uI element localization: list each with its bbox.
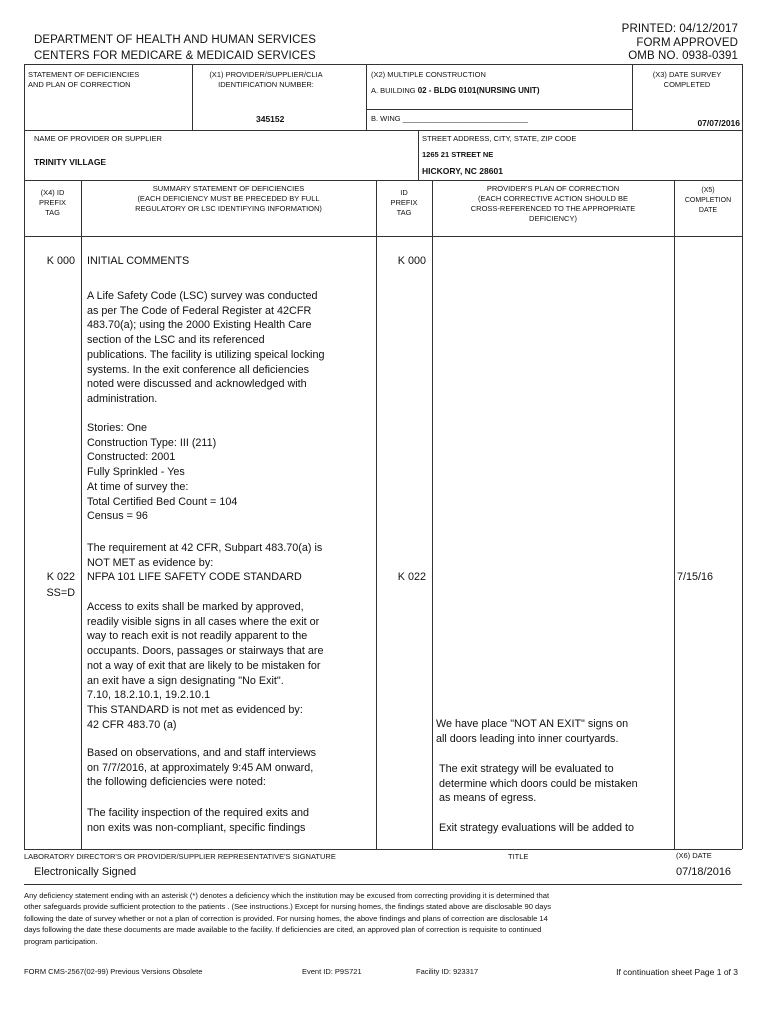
divider <box>418 130 419 180</box>
k000-id-tag: K 000 <box>397 255 426 267</box>
divider <box>742 64 743 849</box>
signature-value: Electronically Signed <box>34 866 137 878</box>
city-state-zip: HICKORY, NC 28601 <box>422 166 503 176</box>
requirement-paragraph: The requirement at 42 CFR, Subpart 483.70(a) is NOT MET as evidence by: <box>87 542 323 569</box>
observations-paragraph: Based on observations, and and staff interviews on 7/7/2016, at approximately 9:45 AM onward, the following deficiencies were noted: <box>87 747 317 789</box>
divider <box>24 884 742 885</box>
printed-date: PRINTED: 04/12/2017 <box>621 23 738 35</box>
building-info-paragraph: Stories: One Construction Type: III (211) Constructed: 2001 Fully Sprinkled - Yes At time of survey the: Total Certified Bed Count = 104 Census = 96 <box>87 422 238 523</box>
plan-signs-paragraph: We have place "NOT AN EXIT" signs on all doors leading into inner courtyards. <box>436 718 629 745</box>
statement-label: STATEMENT OF DEFICIENCIES AND PLAN OF CORRECTION <box>28 70 140 89</box>
plan-strategy-paragraph: The exit strategy will be evaluated to determine which doors could be mistaken as means of egress. <box>439 763 638 805</box>
divider <box>24 236 742 237</box>
divider <box>24 180 742 181</box>
k022-id-tag: K 022 <box>397 571 426 583</box>
omb-number: OMB NO. 0938-0391 <box>628 50 738 62</box>
initial-comments-paragraph: A Life Safety Code (LSC) survey was conducted as per The Code of Federal Register at 42CFR 483.70(a); using the 2000 Existing Health Care section of the LSC and its referenced publications. The facility is utilizing speical locking systems. In the exit conference all deficiencies noted were discussed and acknowledged with administration. <box>87 290 325 405</box>
divider <box>24 849 742 850</box>
k022-title: NFPA 101 LIFE SAFETY CODE STANDARD <box>87 571 302 583</box>
x3-label: (X3) DATE SURVEY COMPLETED <box>652 70 722 89</box>
divider <box>376 180 377 849</box>
k000-prefix-tag: K 000 <box>46 255 75 267</box>
x4-column-header: (X4) ID PREFIX TAG <box>38 188 67 217</box>
divider <box>24 64 25 849</box>
k022-completion-date: 7/15/16 <box>677 571 714 583</box>
divider <box>432 180 433 849</box>
address-label: STREET ADDRESS, CITY, STATE, ZIP CODE <box>422 134 577 143</box>
x6-date-label: (X6) DATE <box>676 851 712 860</box>
summary-column-header: SUMMARY STATEMENT OF DEFICIENCIES (EACH DEFICIENCY MUST BE PRECEDED BY FULL REGULATORY OR LSC IDENTIFYING INFORMATION) <box>135 184 322 213</box>
divider <box>366 64 367 130</box>
disclaimer-text: Any deficiency statement ending with an asterisk (*) denotes a deficiency which the institution may be excused from correcting providing it is determined that other safeguards provide sufficient protection to the patients . (See instructions.) Except for nursing homes, the findings stated above are disclosable 90 days following the date of survey whether or not a plan of correction is provided. For nursing homes, the above findings and plans of correction are disclosable 14 days following the date these documents are made available to the facility. If deficiencies are cited, an approved plan of correction is requisite to continued program participation. <box>24 891 552 946</box>
street-address: 1265 21 STREET NE <box>422 150 494 159</box>
divider <box>24 64 742 65</box>
findings-paragraph: The facility inspection of the required exits and non exits was non-compliant, specific findings <box>87 807 310 834</box>
plan-evaluation-paragraph: Exit strategy evaluations will be added to <box>439 822 635 834</box>
divider <box>366 109 632 110</box>
provider-id-number: 345152 <box>256 114 285 124</box>
divider <box>632 64 633 130</box>
facility-id: Facility ID: 923317 <box>416 967 479 976</box>
signature-label: LABORATORY DIRECTOR'S OR PROVIDER/SUPPLIER REPRESENTATIVE'S SIGNATURE <box>24 852 336 861</box>
form-number: FORM CMS-2567(02-99) Previous Versions Obsolete <box>24 967 203 976</box>
standard-paragraph: Access to exits shall be marked by approved, readily visible signs in all cases where the exit or way to reach exit is not readily apparent to the occupants. Doors, passages or stairways that are not a way of exit that are likely to be mistaken for an exit have a sign designating "No Exit". 7.10, 18.2.10.1, 19.2.10.1 This STANDARD is not met as evidenced by: 42 CFR 483.70 (a) <box>87 601 324 731</box>
x5-column-header: (X5) COMPLETION DATE <box>684 187 732 214</box>
id-column-header: ID PREFIX TAG <box>390 188 418 217</box>
divider <box>674 180 675 849</box>
signature-date: 07/18/2016 <box>676 866 732 878</box>
page-indicator: If continuation sheet Page 1 of 3 <box>616 967 738 977</box>
k022-scope-severity: SS=D <box>46 587 75 599</box>
x1-label: (X1) PROVIDER/SUPPLIER/CLIA IDENTIFICATION NUMBER: <box>209 70 323 89</box>
building-label <box>371 86 539 96</box>
department-title: DEPARTMENT OF HEALTH AND HUMAN SERVICES <box>34 34 317 46</box>
provider-name: TRINITY VILLAGE <box>34 157 107 167</box>
k022-prefix-tag: K 022 <box>46 571 75 583</box>
centers-title: CENTERS FOR MEDICARE & MEDICAID SERVICES <box>34 50 316 62</box>
divider <box>81 180 82 849</box>
divider <box>24 130 742 131</box>
k000-title: INITIAL COMMENTS <box>87 255 190 267</box>
x2-label: (X2) MULTIPLE CONSTRUCTION <box>371 70 486 79</box>
building-label-text: A. BUILDING <box>371 86 416 95</box>
survey-completed-date: 07/07/2016 <box>697 118 740 128</box>
divider <box>192 64 193 130</box>
event-id: Event ID: P9S721 <box>302 967 362 976</box>
provider-name-label: NAME OF PROVIDER OR SUPPLIER <box>34 134 162 143</box>
title-label: TITLE <box>508 852 529 861</box>
plan-column-header: PROVIDER'S PLAN OF CORRECTION (EACH CORRECTIVE ACTION SHOULD BE CROSS-REFERENCED TO THE APPROPRIATE DEFICIENCY) <box>470 184 636 223</box>
building-value: 02 - BLDG 0101(NURSING UNIT) <box>417 86 540 95</box>
form-approved: FORM APPROVED <box>636 37 738 49</box>
wing-label: B. WING ______________________________ <box>371 114 528 123</box>
